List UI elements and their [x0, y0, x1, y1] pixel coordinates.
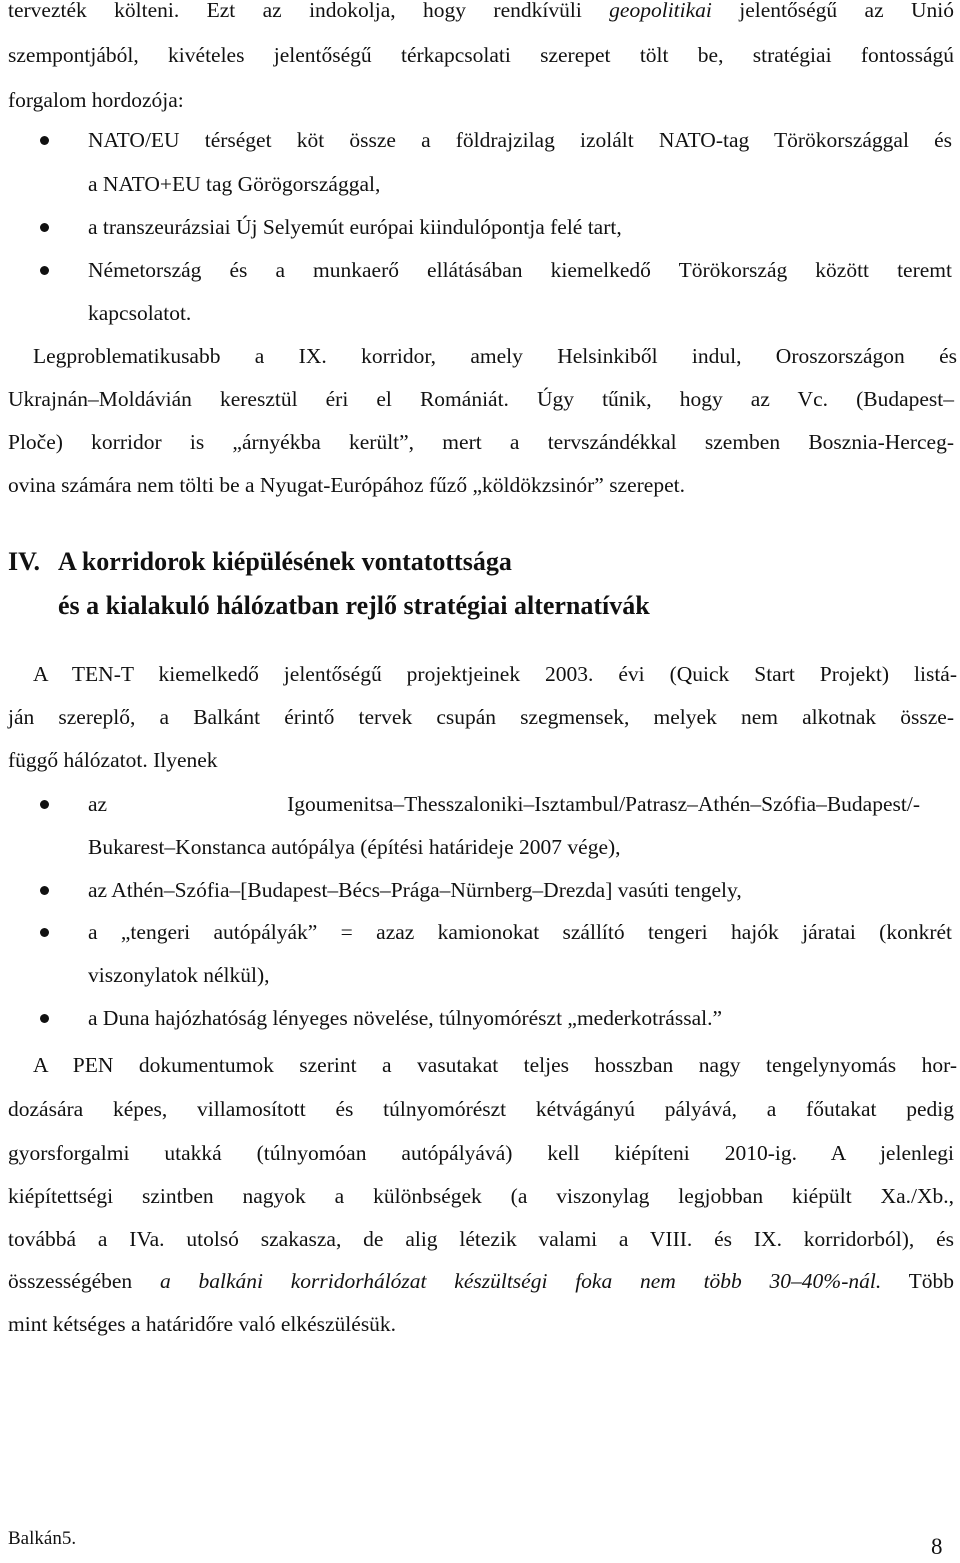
- list-2-item-2: az Athén–Szófia–[Budapest–Bécs–Prága–Nürnberg–Drezda] vasúti tengely,: [88, 878, 742, 902]
- emphasis-korridorhalozat: a balkáni korridorhálózat készültségi foka nem több 30–40%-nál.: [159, 1269, 882, 1293]
- paragraph-1-line-2: szempontjából, kivételes jelentőségű térkapcsolati szerepet tölt be, stratégiai fontosságú: [8, 43, 954, 67]
- paragraph-2-line-3: Ploče) korridor is „árnyékba került”, mert a tervszándékkal szemben Bosznia-Herceg-: [8, 430, 954, 454]
- bullet-icon: [40, 223, 49, 232]
- paragraph-3-line-2: ján szereplő, a Balkánt érintő tervek csupán szegmensek, melyek nem alkotnak össze-: [8, 705, 954, 729]
- section-heading-line-1: A korridorok kiépülésének vontatottsága: [58, 547, 512, 576]
- page-number: 8: [931, 1534, 943, 1559]
- bullet-icon: [40, 136, 49, 145]
- list-2-item-4: a Duna hajózhatóság lényeges növelése, túlnyomórészt „mederkotrással.”: [88, 1006, 723, 1030]
- emphasis-geopolitikai: geopolitikai: [609, 0, 712, 22]
- paragraph-4-line-5: továbbá a IVa. utolsó szakasza, de alig létezik valami a VIII. és IX. korridorból), és: [8, 1227, 954, 1251]
- paragraph-1-line-3: forgalom hordozója:: [8, 88, 184, 112]
- paragraph-4-line-7: mint kétséges a határidőre való elkészülésük.: [8, 1312, 397, 1336]
- list-2-item-1-line-1: az Igoumenitsa–Thesszaloniki–Isztambul/Patrasz–Athén–Szófia–Budapest/-: [88, 792, 920, 816]
- list-2-item-3-line-2: viszonylatok nélkül),: [88, 963, 270, 987]
- text-run: jelentőségű az Unió: [711, 0, 954, 22]
- paragraph-4-line-1: A PEN dokumentumok szerint a vasutakat teljes hosszban nagy tengelynyomás hor-: [33, 1053, 957, 1077]
- bullet-icon: [40, 1014, 49, 1023]
- paragraph-4-line-3: gyorsforgalmi utakká (túlnyomóan autópályává) kell kiépíteni 2010-ig. A jelenlegi: [8, 1141, 954, 1165]
- paragraph-4-line-4: kiépítettségi szintben nagyok a különbségek (a viszonylag legjobban kiépült Xa./Xb.,: [8, 1184, 954, 1208]
- paragraph-3-line-1: A TEN-T kiemelkedő jelentőségű projektjeinek 2003. évi (Quick Start Projekt) listá-: [33, 662, 957, 686]
- paragraph-2-line-1: Legproblematikusabb a IX. korridor, amely Helsinkiből indul, Oroszországon és: [33, 344, 957, 368]
- paragraph-4-line-2: dozására képes, villamosított és túlnyomórészt kétvágányú pályává, a főutakat pedig: [8, 1097, 954, 1121]
- list-1-item-1-line-2: a NATO+EU tag Görögországgal,: [88, 172, 381, 196]
- bullet-icon: [40, 886, 49, 895]
- list-1-item-2: a transzeurázsiai Új Selyemút európai kiindulópontja felé tart,: [88, 215, 622, 239]
- paragraph-2-line-4: ovina számára nem tölti be a Nyugat-Európához fűző „köldökzsinór” szerepet.: [8, 473, 685, 497]
- paragraph-2-line-2: Ukrajnán–Moldávián keresztül éri el Romániát. Úgy tűnik, hogy az Vc. (Budapest–: [8, 387, 954, 411]
- paragraph-4-line-6: [8, 1271, 954, 1293]
- list-1-item-1-line-1: NATO/EU térséget köt össze a földrajzilag izolált NATO-tag Törökországgal és: [88, 128, 952, 152]
- text-run: Több: [881, 1269, 954, 1293]
- section-number: IV.: [8, 547, 41, 576]
- paragraph-3-line-3: függő hálózatot. Ilyenek: [8, 748, 218, 772]
- footer-label: Balkán5.: [8, 1528, 77, 1549]
- list-1-item-3-line-2: kapcsolatot.: [88, 301, 192, 325]
- paragraph-1-line-1: [8, 0, 954, 22]
- list-1-item-3-line-1: Németország és a munkaerő ellátásában kiemelkedő Törökország között teremt: [88, 258, 952, 282]
- bullet-icon: [40, 266, 49, 275]
- section-heading-line-2: és a kialakuló hálózatban rejlő stratégiai alternatívák: [58, 591, 650, 620]
- list-2-item-1-line-2: Bukarest–Konstanca autópálya (építési határideje 2007 vége),: [88, 835, 621, 859]
- text-run: tervezték költeni. Ezt az indokolja, hogy rendkívüli: [8, 0, 610, 22]
- bullet-icon: [40, 928, 49, 937]
- text-run: összességében: [8, 1269, 160, 1293]
- list-2-item-3-line-1: a „tengeri autópályák” = azaz kamionokat szállító tengeri hajók járatai (konkrét: [88, 920, 952, 944]
- bullet-icon: [40, 800, 49, 809]
